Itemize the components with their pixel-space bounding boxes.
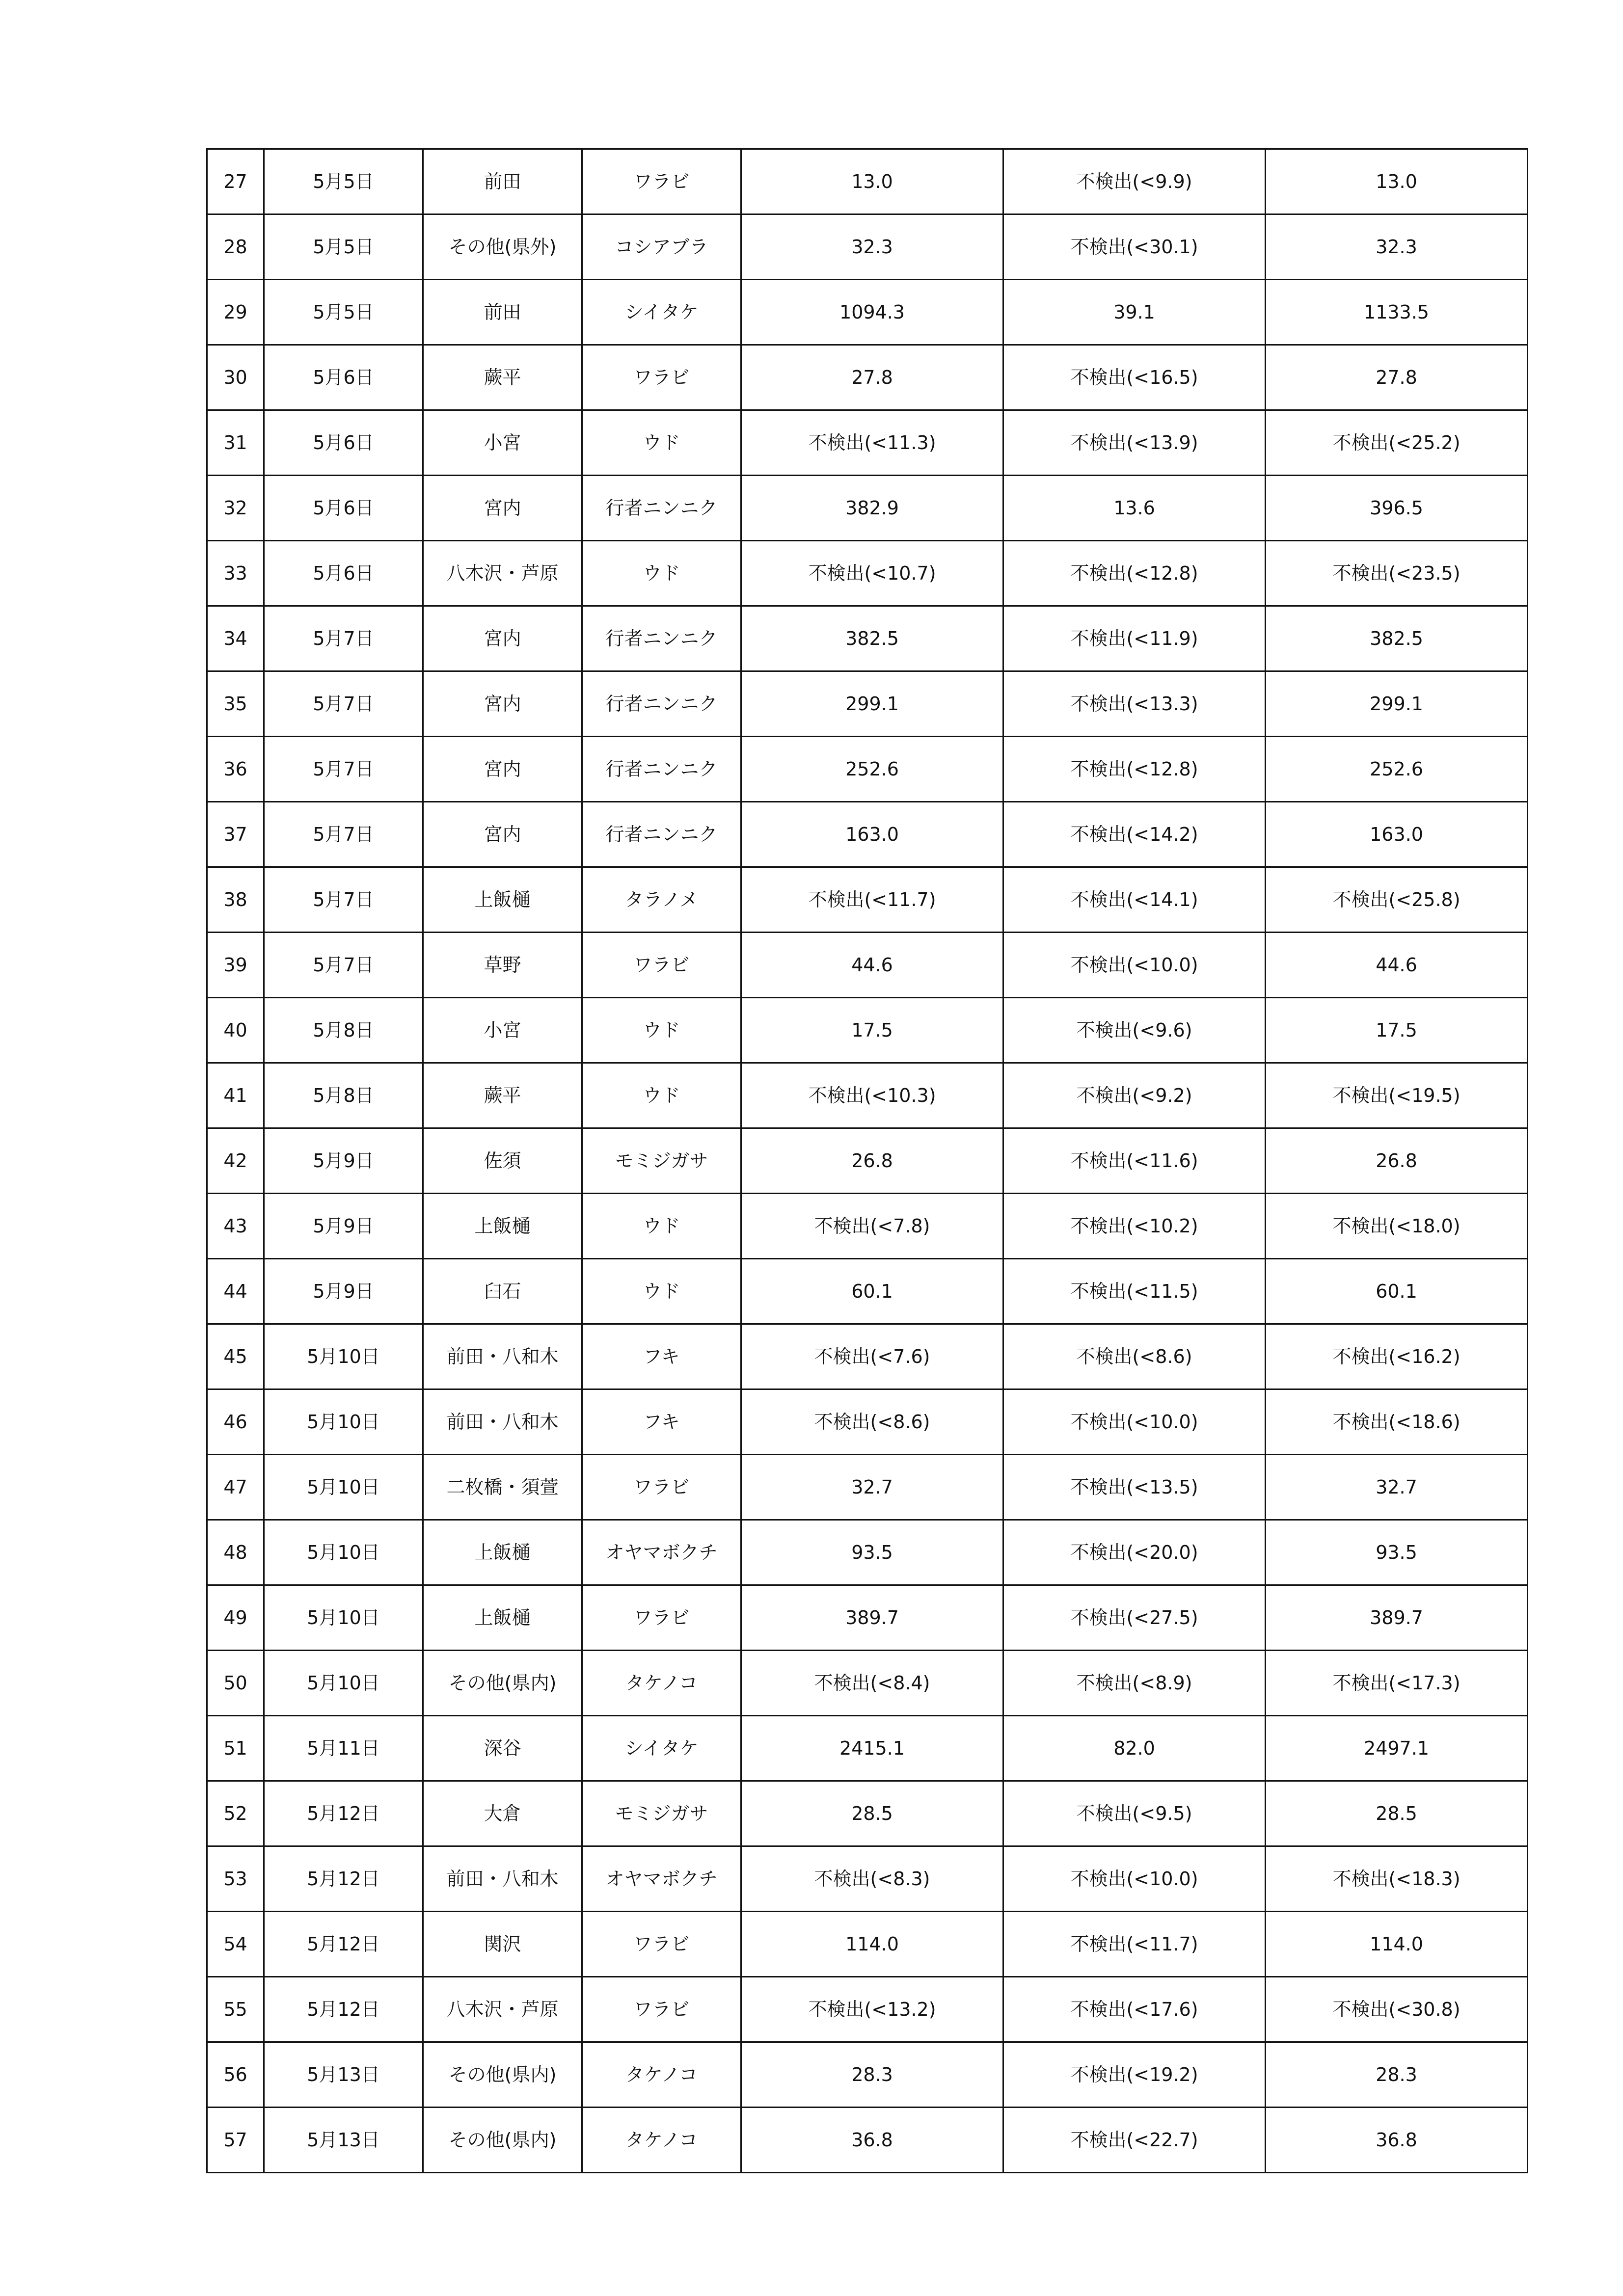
- sample-date: 5月10日: [264, 1585, 423, 1651]
- table-row: [207, 1259, 1528, 1324]
- table-row: [207, 2108, 1528, 2173]
- sample-date: 5月6日: [264, 541, 423, 606]
- sample-date: 5月11日: [264, 1716, 423, 1781]
- cs137-value: 不検出(<30.1): [1003, 214, 1266, 280]
- cs134-value: 不検出(<10.7): [741, 541, 1003, 606]
- row-number: 43: [207, 1194, 264, 1259]
- sample-area: 小宮: [423, 998, 582, 1063]
- sample-area: 上飯樋: [423, 1520, 582, 1585]
- sample-item: ワラビ: [582, 1585, 741, 1651]
- cs134-value: 252.6: [741, 737, 1003, 802]
- sample-item: ワラビ: [582, 1977, 741, 2042]
- cs134-value: 382.5: [741, 606, 1003, 671]
- cs137-value: 不検出(<9.2): [1003, 1063, 1266, 1128]
- sample-area: 臼石: [423, 1259, 582, 1324]
- table-row: [207, 737, 1528, 802]
- cs134-value: 不検出(<8.4): [741, 1651, 1003, 1716]
- sample-date: 5月13日: [264, 2042, 423, 2108]
- cs137-value: 不検出(<17.6): [1003, 1977, 1266, 2042]
- row-number: 46: [207, 1389, 264, 1455]
- sample-item: モミジガサ: [582, 1781, 741, 1846]
- cs134-value: 28.5: [741, 1781, 1003, 1846]
- row-number: 47: [207, 1455, 264, 1520]
- sample-area: 大倉: [423, 1781, 582, 1846]
- sample-item: ウド: [582, 1063, 741, 1128]
- table-row: [207, 1324, 1528, 1389]
- row-number: 39: [207, 933, 264, 998]
- cs134-value: 382.9: [741, 476, 1003, 541]
- sample-area: 二枚橋・須萱: [423, 1455, 582, 1520]
- cs137-value: 不検出(<9.9): [1003, 149, 1266, 214]
- sample-item: ウド: [582, 541, 741, 606]
- sample-date: 5月6日: [264, 476, 423, 541]
- cs134-value: 不検出(<13.2): [741, 1977, 1003, 2042]
- cs137-value: 不検出(<22.7): [1003, 2108, 1266, 2173]
- row-number: 29: [207, 280, 264, 345]
- sample-item: 行者ニンニク: [582, 476, 741, 541]
- sample-area: 前田: [423, 149, 582, 214]
- sample-date: 5月12日: [264, 1781, 423, 1846]
- cs137-value: 不検出(<10.2): [1003, 1194, 1266, 1259]
- cs137-value: 不検出(<16.5): [1003, 345, 1266, 410]
- total-value: 44.6: [1266, 933, 1528, 998]
- sample-item: フキ: [582, 1389, 741, 1455]
- sample-date: 5月6日: [264, 345, 423, 410]
- sample-date: 5月9日: [264, 1194, 423, 1259]
- row-number: 37: [207, 802, 264, 867]
- table-row: [207, 867, 1528, 933]
- sample-area: 関沢: [423, 1912, 582, 1977]
- cs134-value: 299.1: [741, 671, 1003, 737]
- cs137-value: 不検出(<8.6): [1003, 1324, 1266, 1389]
- cs137-value: 不検出(<8.9): [1003, 1651, 1266, 1716]
- sample-item: タケノコ: [582, 2108, 741, 2173]
- row-number: 41: [207, 1063, 264, 1128]
- sample-area: 宮内: [423, 802, 582, 867]
- cs134-value: 不検出(<7.6): [741, 1324, 1003, 1389]
- row-number: 55: [207, 1977, 264, 2042]
- cs137-value: 不検出(<11.6): [1003, 1128, 1266, 1194]
- cs134-value: 163.0: [741, 802, 1003, 867]
- table-row: [207, 998, 1528, 1063]
- table-row: [207, 1651, 1528, 1716]
- sample-date: 5月12日: [264, 1846, 423, 1912]
- measurement-table: [206, 148, 1528, 2173]
- cs134-value: 28.3: [741, 2042, 1003, 2108]
- sample-date: 5月5日: [264, 280, 423, 345]
- cs137-value: 不検出(<10.0): [1003, 1389, 1266, 1455]
- sample-item: タケノコ: [582, 2042, 741, 2108]
- sample-item: ウド: [582, 1259, 741, 1324]
- sample-item: 行者ニンニク: [582, 606, 741, 671]
- sample-area: 上飯樋: [423, 867, 582, 933]
- sample-date: 5月7日: [264, 737, 423, 802]
- sample-area: 深谷: [423, 1716, 582, 1781]
- sample-date: 5月9日: [264, 1128, 423, 1194]
- cs134-value: 不検出(<11.3): [741, 410, 1003, 476]
- row-number: 54: [207, 1912, 264, 1977]
- sample-date: 5月8日: [264, 1063, 423, 1128]
- total-value: 396.5: [1266, 476, 1528, 541]
- table-body: [207, 149, 1528, 2173]
- sample-area: 宮内: [423, 737, 582, 802]
- sample-area: 八木沢・芦原: [423, 1977, 582, 2042]
- sample-area: 上飯樋: [423, 1194, 582, 1259]
- table-row: [207, 671, 1528, 737]
- total-value: 26.8: [1266, 1128, 1528, 1194]
- cs134-value: 不検出(<11.7): [741, 867, 1003, 933]
- sample-date: 5月10日: [264, 1520, 423, 1585]
- total-value: 不検出(<30.8): [1266, 1977, 1528, 2042]
- cs137-value: 不検出(<9.5): [1003, 1781, 1266, 1846]
- sample-item: コシアブラ: [582, 214, 741, 280]
- cs137-value: 不検出(<12.8): [1003, 737, 1266, 802]
- row-number: 50: [207, 1651, 264, 1716]
- sample-date: 5月6日: [264, 410, 423, 476]
- total-value: 不検出(<23.5): [1266, 541, 1528, 606]
- sample-area: 前田・八和木: [423, 1846, 582, 1912]
- total-value: 382.5: [1266, 606, 1528, 671]
- row-number: 40: [207, 998, 264, 1063]
- total-value: 252.6: [1266, 737, 1528, 802]
- total-value: 36.8: [1266, 2108, 1528, 2173]
- sample-item: オヤマボクチ: [582, 1846, 741, 1912]
- total-value: 32.3: [1266, 214, 1528, 280]
- cs134-value: 389.7: [741, 1585, 1003, 1651]
- cs137-value: 不検出(<19.2): [1003, 2042, 1266, 2108]
- table-row: [207, 149, 1528, 214]
- sample-date: 5月7日: [264, 933, 423, 998]
- table-row: [207, 1716, 1528, 1781]
- cs134-value: 17.5: [741, 998, 1003, 1063]
- table-row: [207, 1846, 1528, 1912]
- sample-date: 5月10日: [264, 1389, 423, 1455]
- sample-item: 行者ニンニク: [582, 671, 741, 737]
- cs137-value: 不検出(<14.2): [1003, 802, 1266, 867]
- sample-item: ワラビ: [582, 345, 741, 410]
- cs137-value: 不検出(<11.5): [1003, 1259, 1266, 1324]
- total-value: 93.5: [1266, 1520, 1528, 1585]
- row-number: 38: [207, 867, 264, 933]
- table-row: [207, 541, 1528, 606]
- row-number: 57: [207, 2108, 264, 2173]
- total-value: 163.0: [1266, 802, 1528, 867]
- total-value: 60.1: [1266, 1259, 1528, 1324]
- cs137-value: 13.6: [1003, 476, 1266, 541]
- table-row: [207, 1520, 1528, 1585]
- table-row: [207, 280, 1528, 345]
- cs137-value: 不検出(<9.6): [1003, 998, 1266, 1063]
- cs137-value: 不検出(<10.0): [1003, 1846, 1266, 1912]
- cs134-value: 26.8: [741, 1128, 1003, 1194]
- cs134-value: 93.5: [741, 1520, 1003, 1585]
- sample-date: 5月10日: [264, 1455, 423, 1520]
- cs137-value: 不検出(<13.3): [1003, 671, 1266, 737]
- sample-date: 5月7日: [264, 867, 423, 933]
- sample-date: 5月12日: [264, 1977, 423, 2042]
- table-row: [207, 1781, 1528, 1846]
- sample-item: オヤマボクチ: [582, 1520, 741, 1585]
- total-value: 不検出(<17.3): [1266, 1651, 1528, 1716]
- sample-date: 5月9日: [264, 1259, 423, 1324]
- table-row: [207, 214, 1528, 280]
- row-number: 31: [207, 410, 264, 476]
- row-number: 35: [207, 671, 264, 737]
- cs137-value: 39.1: [1003, 280, 1266, 345]
- total-value: 13.0: [1266, 149, 1528, 214]
- table-row: [207, 1389, 1528, 1455]
- sample-area: 八木沢・芦原: [423, 541, 582, 606]
- sample-area: 前田: [423, 280, 582, 345]
- table-row: [207, 1912, 1528, 1977]
- cs134-value: 不検出(<8.6): [741, 1389, 1003, 1455]
- sample-date: 5月7日: [264, 802, 423, 867]
- sample-area: その他(県内): [423, 2108, 582, 2173]
- sample-item: ウド: [582, 410, 741, 476]
- total-value: 不検出(<18.6): [1266, 1389, 1528, 1455]
- cs134-value: 2415.1: [741, 1716, 1003, 1781]
- row-number: 44: [207, 1259, 264, 1324]
- total-value: 17.5: [1266, 998, 1528, 1063]
- total-value: 不検出(<16.2): [1266, 1324, 1528, 1389]
- row-number: 28: [207, 214, 264, 280]
- total-value: 1133.5: [1266, 280, 1528, 345]
- cs137-value: 不検出(<14.1): [1003, 867, 1266, 933]
- cs134-value: 1094.3: [741, 280, 1003, 345]
- cs134-value: 32.3: [741, 214, 1003, 280]
- row-number: 53: [207, 1846, 264, 1912]
- sample-item: ウド: [582, 998, 741, 1063]
- cs137-value: 不検出(<10.0): [1003, 933, 1266, 998]
- sample-area: 蕨平: [423, 1063, 582, 1128]
- cs137-value: 82.0: [1003, 1716, 1266, 1781]
- sample-area: その他(県内): [423, 2042, 582, 2108]
- table-row: [207, 1585, 1528, 1651]
- table-row: [207, 410, 1528, 476]
- total-value: 389.7: [1266, 1585, 1528, 1651]
- sample-area: 小宮: [423, 410, 582, 476]
- row-number: 45: [207, 1324, 264, 1389]
- row-number: 33: [207, 541, 264, 606]
- sample-item: モミジガサ: [582, 1128, 741, 1194]
- sample-area: その他(県外): [423, 214, 582, 280]
- cs137-value: 不検出(<11.7): [1003, 1912, 1266, 1977]
- table-row: [207, 606, 1528, 671]
- sample-item: タケノコ: [582, 1651, 741, 1716]
- row-number: 56: [207, 2042, 264, 2108]
- sample-item: シイタケ: [582, 280, 741, 345]
- total-value: 114.0: [1266, 1912, 1528, 1977]
- table-row: [207, 1455, 1528, 1520]
- sample-area: 佐須: [423, 1128, 582, 1194]
- sample-date: 5月7日: [264, 671, 423, 737]
- sample-area: 前田・八和木: [423, 1389, 582, 1455]
- sample-item: 行者ニンニク: [582, 802, 741, 867]
- row-number: 48: [207, 1520, 264, 1585]
- row-number: 36: [207, 737, 264, 802]
- table-row: [207, 802, 1528, 867]
- table-row: [207, 345, 1528, 410]
- cs137-value: 不検出(<11.9): [1003, 606, 1266, 671]
- sample-item: フキ: [582, 1324, 741, 1389]
- row-number: 27: [207, 149, 264, 214]
- sample-date: 5月8日: [264, 998, 423, 1063]
- row-number: 30: [207, 345, 264, 410]
- total-value: 不検出(<18.0): [1266, 1194, 1528, 1259]
- total-value: 32.7: [1266, 1455, 1528, 1520]
- row-number: 49: [207, 1585, 264, 1651]
- table-row: [207, 1128, 1528, 1194]
- cs134-value: 27.8: [741, 345, 1003, 410]
- table-row: [207, 1063, 1528, 1128]
- sample-area: 蕨平: [423, 345, 582, 410]
- table-row: [207, 933, 1528, 998]
- total-value: 不検出(<25.8): [1266, 867, 1528, 933]
- cs134-value: 36.8: [741, 2108, 1003, 2173]
- sample-date: 5月7日: [264, 606, 423, 671]
- cs134-value: 60.1: [741, 1259, 1003, 1324]
- sample-area: 上飯樋: [423, 1585, 582, 1651]
- sample-area: 草野: [423, 933, 582, 998]
- cs134-value: 不検出(<8.3): [741, 1846, 1003, 1912]
- cs137-value: 不検出(<12.8): [1003, 541, 1266, 606]
- total-value: 28.3: [1266, 2042, 1528, 2108]
- table-row: [207, 1977, 1528, 2042]
- total-value: 不検出(<19.5): [1266, 1063, 1528, 1128]
- total-value: 不検出(<18.3): [1266, 1846, 1528, 1912]
- sample-area: 宮内: [423, 606, 582, 671]
- row-number: 52: [207, 1781, 264, 1846]
- sample-item: シイタケ: [582, 1716, 741, 1781]
- table-row: [207, 2042, 1528, 2108]
- total-value: 299.1: [1266, 671, 1528, 737]
- cs134-value: 114.0: [741, 1912, 1003, 1977]
- sample-item: タラノメ: [582, 867, 741, 933]
- row-number: 42: [207, 1128, 264, 1194]
- total-value: 28.5: [1266, 1781, 1528, 1846]
- row-number: 34: [207, 606, 264, 671]
- sample-area: その他(県内): [423, 1651, 582, 1716]
- sample-area: 宮内: [423, 671, 582, 737]
- sample-date: 5月12日: [264, 1912, 423, 1977]
- cs134-value: 不検出(<10.3): [741, 1063, 1003, 1128]
- cs137-value: 不検出(<13.5): [1003, 1455, 1266, 1520]
- sample-area: 前田・八和木: [423, 1324, 582, 1389]
- sample-item: ウド: [582, 1194, 741, 1259]
- sample-date: 5月5日: [264, 214, 423, 280]
- row-number: 32: [207, 476, 264, 541]
- total-value: 不検出(<25.2): [1266, 410, 1528, 476]
- cs134-value: 不検出(<7.8): [741, 1194, 1003, 1259]
- sample-date: 5月10日: [264, 1651, 423, 1716]
- total-value: 2497.1: [1266, 1716, 1528, 1781]
- sample-date: 5月13日: [264, 2108, 423, 2173]
- table-row: [207, 1194, 1528, 1259]
- cs134-value: 13.0: [741, 149, 1003, 214]
- row-number: 51: [207, 1716, 264, 1781]
- sample-item: ワラビ: [582, 1455, 741, 1520]
- cs134-value: 44.6: [741, 933, 1003, 998]
- sample-date: 5月5日: [264, 149, 423, 214]
- sample-item: 行者ニンニク: [582, 737, 741, 802]
- sample-item: ワラビ: [582, 1912, 741, 1977]
- cs137-value: 不検出(<20.0): [1003, 1520, 1266, 1585]
- sample-area: 宮内: [423, 476, 582, 541]
- sample-item: ワラビ: [582, 933, 741, 998]
- table-row: [207, 476, 1528, 541]
- cs137-value: 不検出(<13.9): [1003, 410, 1266, 476]
- total-value: 27.8: [1266, 345, 1528, 410]
- cs134-value: 32.7: [741, 1455, 1003, 1520]
- cs137-value: 不検出(<27.5): [1003, 1585, 1266, 1651]
- sample-item: ワラビ: [582, 149, 741, 214]
- sample-date: 5月10日: [264, 1324, 423, 1389]
